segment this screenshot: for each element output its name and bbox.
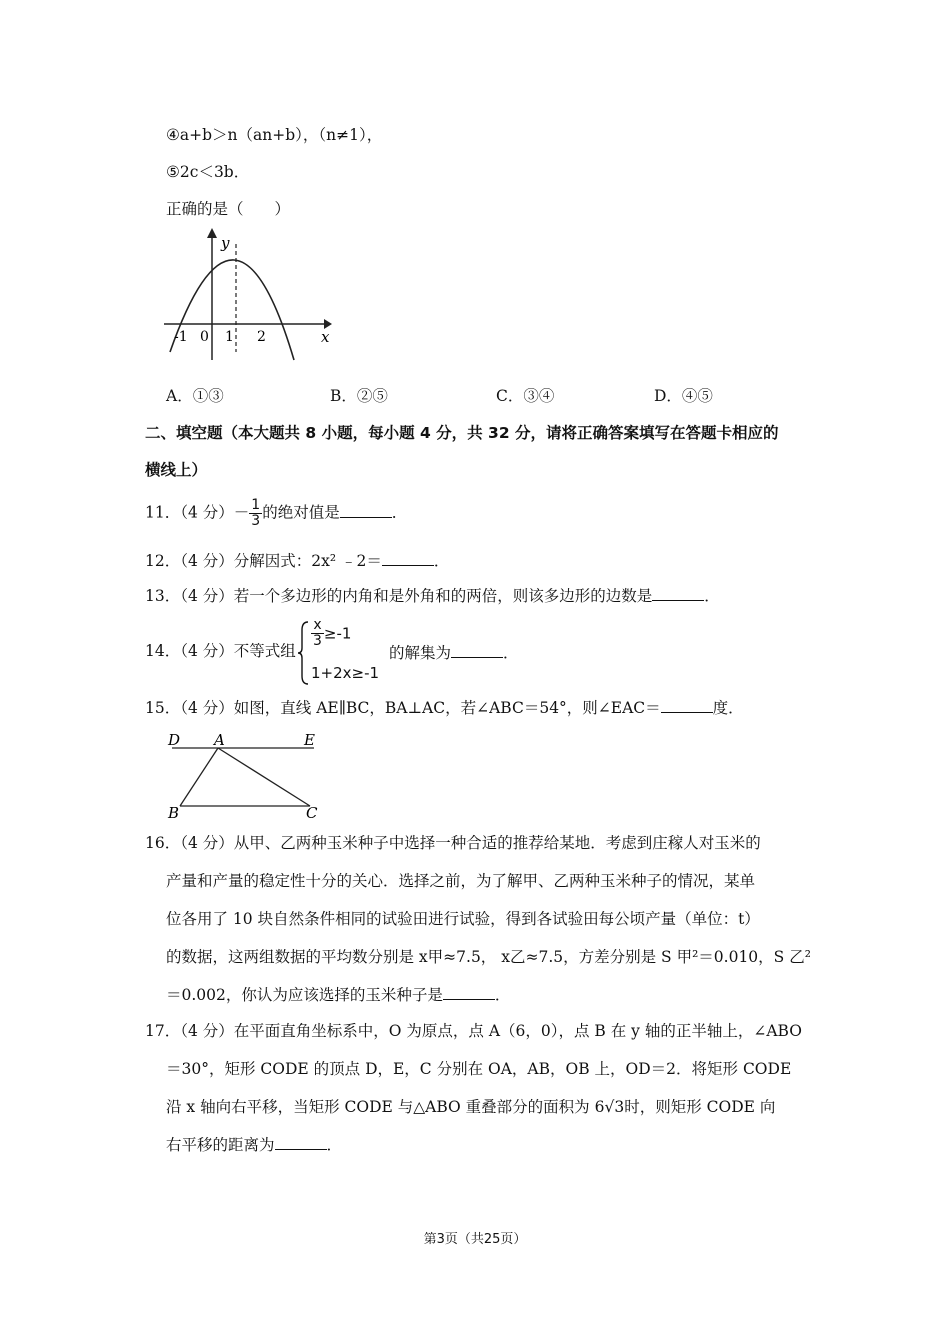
item-4: ④a+b＞n（an+b），（n≠1），: [166, 126, 383, 144]
segment-ac: [218, 748, 310, 806]
q16-l5a: ＝0.002，你认为应该选择的玉米种子是: [166, 986, 443, 1004]
segment-ab: [180, 748, 218, 806]
q12-text: 12．（4 分）分解因式：2x² ﹣2＝: [145, 552, 382, 570]
label-e: E: [304, 731, 315, 749]
parabola-graph: [160, 224, 340, 364]
question-16-line-3: 位各用了 10 块自然条件相同的试验田进行试验，得到各试验田每公顷产量（单位：t）: [166, 910, 760, 928]
question-12: [145, 550, 449, 571]
brace-icon: [298, 620, 310, 686]
q14-denominator: 3: [313, 633, 322, 649]
q12-end: ．: [433, 552, 450, 570]
q12-answer-blank: [382, 550, 434, 566]
question-16-line-5: [166, 984, 510, 1005]
q14-row-2: 1+2x≥-1: [311, 664, 380, 682]
question-13: [145, 585, 720, 606]
q11-fraction: [249, 498, 262, 529]
q13-text: 13．（4 分）若一个多边形的内角和是外角和的两倍，则该多边形的边数是: [145, 587, 653, 605]
q11-answer-blank: [340, 502, 392, 518]
q15-text: 15．（4 分）如图，直线 AE∥BC，BA⊥AC，若∠ABC＝54°，则∠EAC＝: [145, 699, 661, 717]
x-label: x: [321, 328, 330, 346]
tick-1: 1: [225, 329, 234, 345]
question-17-line-1: 17．（4 分）在平面直角坐标系中，O 为原点，点 A（6，0），点 B 在 y 轴的正半轴上，∠ABO: [145, 1022, 802, 1040]
section-2-heading: 二、填空题（本大题共 8 小题，每小题 4 分，共 32 分，请将正确答案填写在答题卡相应的: [145, 424, 779, 442]
y-axis-arrow: [207, 228, 217, 238]
page-footer: 第3页（共25页）: [423, 1232, 527, 1247]
label-c: C: [306, 804, 318, 822]
tick-minus-1: -1: [174, 329, 188, 345]
q11-suffix: 的绝对值是: [262, 503, 340, 522]
question-15: [145, 697, 744, 718]
q16-answer-blank: [443, 984, 495, 1000]
q14-answer-blank: [451, 642, 503, 658]
q14-end: ．: [503, 644, 519, 662]
q11-numerator: 1: [251, 497, 261, 513]
question-17-line-2: ＝30°，矩形 CODE 的顶点 D，E，C 分别在 OA，AB，OB 上，OD＝2．将矩形 CODE: [166, 1060, 792, 1078]
label-a: A: [214, 731, 225, 749]
item-5: ⑤2c＜3b．: [166, 163, 250, 181]
prompt: 正确的是（ ）: [166, 200, 291, 218]
question-17-line-3: 沿 x 轴向右平移，当矩形 CODE 与△ABO 重叠部分的面积为 6√3时，则矩形 CODE 向: [166, 1098, 776, 1116]
tick-2: 2: [257, 329, 266, 345]
question-16-line-1: 16．（4 分）从甲、乙两种玉米种子中选择一种合适的推荐给某地．考虑到庄稼人对玉米的: [145, 834, 761, 852]
q15-answer-blank: [661, 697, 713, 713]
section-2-heading-cont: 横线上）: [145, 461, 208, 479]
label-d: D: [168, 731, 181, 749]
q11-denominator: 3: [251, 513, 261, 529]
option-d: D．④⑤: [654, 387, 713, 405]
tick-0: 0: [200, 329, 209, 345]
q13-answer-blank: [652, 585, 704, 601]
q13-end: ．: [704, 587, 720, 605]
option-a: A．①③: [166, 387, 224, 405]
triangle-figure: [164, 730, 334, 822]
q17-answer-blank: [275, 1134, 327, 1150]
q11-prefix: 11．（4 分）－: [145, 503, 250, 522]
question-16-line-4: 的数据，这两组数据的平均数分别是 x甲≈7.5， x乙≈7.5，方差分别是 S 甲²＝0.010，S 乙²: [166, 948, 811, 966]
q14-fraction: [311, 618, 324, 649]
question-14-suffix: [389, 641, 519, 663]
q14-numerator: x: [311, 618, 324, 634]
q14-row-1: [311, 618, 351, 649]
question-14-prefix: 14．（4 分）不等式组: [145, 642, 296, 660]
q14-suffix: 的解集为: [389, 644, 452, 662]
question-11: [145, 498, 407, 529]
q11-end: ．: [391, 503, 408, 522]
q14-row1-rest: ≥-1: [323, 624, 352, 643]
q16-l5b: ．: [494, 986, 511, 1004]
question-16-line-2: 产量和产量的稳定性十分的关心．选择之前，为了解甲、乙两种玉米种子的情况，某单: [166, 872, 756, 890]
option-c: C．③④: [496, 387, 555, 405]
option-b: B．②⑤: [330, 387, 388, 405]
q17-l4a: 右平移的距离为: [166, 1136, 275, 1154]
q15-end: 度．: [712, 699, 744, 717]
label-b: B: [168, 804, 180, 822]
y-label: y: [221, 234, 230, 252]
question-17-line-4: [166, 1134, 342, 1155]
q17-l4b: ．: [326, 1136, 343, 1154]
